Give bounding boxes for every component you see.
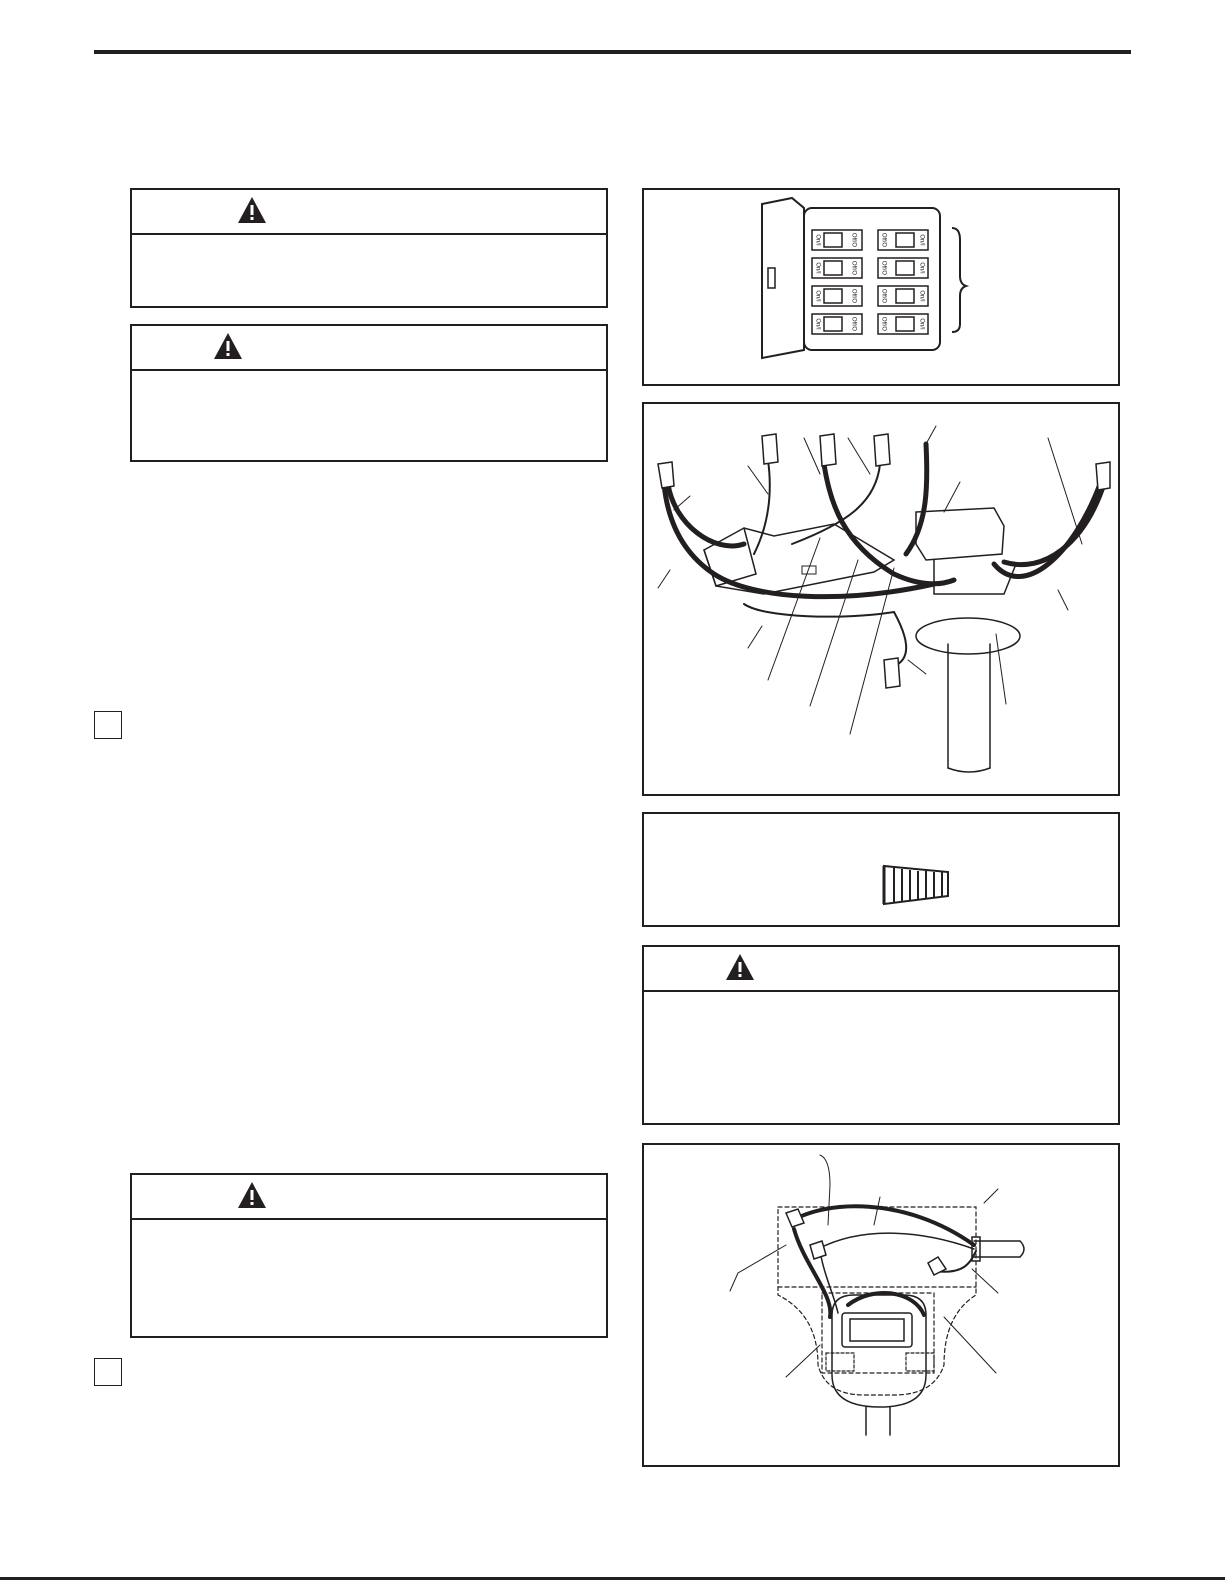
warning-box-4 bbox=[642, 945, 1120, 1125]
switch-label: On/I bbox=[918, 262, 925, 274]
warning-box-header bbox=[644, 947, 1118, 992]
switch-label: On/I bbox=[814, 262, 821, 274]
switch-housing-illustration bbox=[644, 1145, 1118, 1465]
warning-box-header bbox=[132, 1175, 606, 1220]
warning-triangle-icon bbox=[237, 1181, 267, 1209]
switch-label: On/I bbox=[918, 318, 925, 330]
switch-label: Off/O bbox=[880, 232, 887, 248]
switch-label: On/I bbox=[918, 290, 925, 302]
switch-label: On/I bbox=[814, 234, 821, 246]
switch-label: On/I bbox=[918, 234, 925, 246]
switch-label: On/I bbox=[814, 290, 821, 302]
figure-wire-nut bbox=[642, 812, 1120, 927]
switch-label: Off/O bbox=[850, 232, 857, 248]
switch-label: Off/O bbox=[880, 260, 887, 276]
switch-label: On/I bbox=[814, 318, 821, 330]
bottom-rule bbox=[0, 1577, 1225, 1580]
warning-box-header bbox=[132, 190, 606, 235]
step-box-1 bbox=[94, 711, 122, 739]
switch-label: Off/O bbox=[880, 288, 887, 304]
switch-label: Off/O bbox=[850, 316, 857, 332]
warning-box-1 bbox=[130, 188, 608, 308]
switch-label: Off/O bbox=[880, 316, 887, 332]
warning-box-3 bbox=[130, 1173, 608, 1338]
figure-switch-housing bbox=[642, 1143, 1120, 1467]
warning-triangle-icon bbox=[213, 332, 243, 360]
top-rule bbox=[94, 50, 1131, 54]
warning-box-2 bbox=[130, 324, 608, 462]
warning-triangle-icon bbox=[725, 953, 755, 981]
switch-label: Off/O bbox=[850, 260, 857, 276]
breaker-panel-illustration bbox=[644, 190, 1118, 384]
step-box-2 bbox=[94, 1358, 122, 1386]
figure-wiring bbox=[642, 402, 1120, 796]
figure-breaker-panel bbox=[642, 188, 1120, 386]
warning-box-header bbox=[132, 326, 606, 371]
warning-triangle-icon bbox=[237, 196, 267, 224]
wiring-illustration bbox=[644, 404, 1118, 794]
switch-label: Off/O bbox=[850, 288, 857, 304]
wire-nut-icon bbox=[644, 814, 1118, 925]
